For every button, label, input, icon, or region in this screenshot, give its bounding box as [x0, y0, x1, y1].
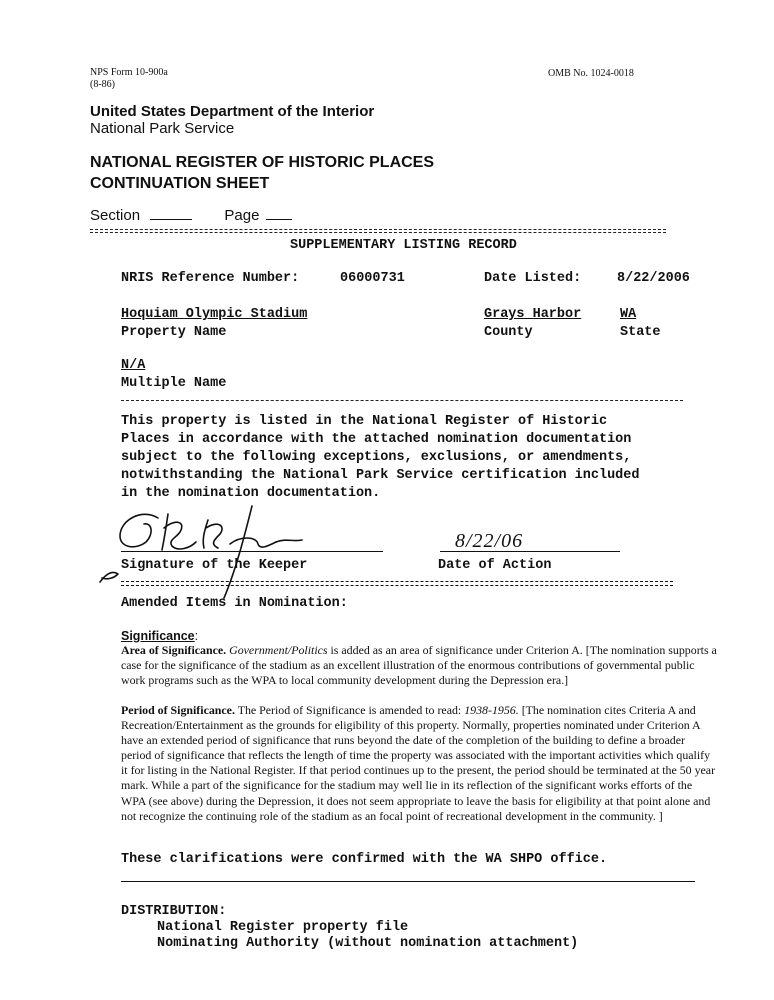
statement-line: Places in accordance with the attached nomination documentation	[121, 432, 632, 447]
state-value: WA	[620, 307, 637, 322]
statement-line: notwithstanding the National Park Service certification included	[121, 468, 640, 483]
clarification-rule	[121, 881, 695, 882]
nris-label: NRIS Reference Number:	[121, 271, 300, 286]
form-number: NPS Form 10-900a	[90, 67, 168, 78]
significance-heading-text: Significance	[121, 629, 195, 643]
area-of-significance	[121, 643, 717, 688]
statement-line: This property is listed in the National Register of Historic	[121, 414, 608, 429]
period-of-significance	[121, 703, 717, 824]
page-blank	[266, 205, 292, 220]
area-text: is added as an area of significance under Criterion A. [The nomination supports a case for the significance of the stadium as an excellent illustration of the enormous contributions of governmental public work programs such as the WPA to local community development during the Depression era.]	[121, 643, 717, 688]
date-listed-value: 8/22/2006	[617, 271, 690, 286]
statement-line: in the nomination documentation.	[121, 486, 381, 501]
property-name-label: Property Name	[121, 325, 227, 340]
period-label: Period of Significance.	[121, 703, 235, 717]
period-italic: 1938-1956.	[464, 703, 519, 717]
signature-label: Signature of the Keeper	[121, 558, 308, 573]
section-field	[90, 205, 292, 224]
multiple-name-value: N/A	[121, 358, 146, 373]
distribution-item: National Register property file	[157, 920, 409, 935]
statement-line: subject to the following exceptions, exclusions, or amendments,	[121, 450, 632, 465]
form-title: NATIONAL REGISTER OF HISTORIC PLACES	[90, 154, 435, 171]
form-subtitle: CONTINUATION SHEET	[90, 175, 270, 192]
area-italic: Government/Politics	[229, 643, 328, 657]
county-value: Grays Harbor	[484, 307, 582, 322]
page-label: Page	[224, 207, 260, 224]
period-text-2: [The nomination cites Criteria A and Recreation/Entertainment as the grounds for eligibility of this property. Normally, properties nominated under Criterion A have an extended period of significance that runs beyond the date of the completion of the building to define a broader period of significance that reflects the length of time the property was associated with the important activities which qualify it for listing in the National Register. If that period continues up to the present, the period should be terminated at the 50 year mark. While a part of the significance for the stadium may well lie in its reflection of the significant works efforts of the WPA (see above) during the Depression, it does not seem appropriate to leave the basis for eligibility at that point alone and not recognize the continuing role of the stadium as an focal point of recreational development in the community. ]	[121, 703, 716, 823]
significance-heading-colon: :	[194, 629, 199, 643]
amended-items-label: Amended Items in Nomination:	[121, 596, 348, 611]
omb-number: OMB No. 1024-0018	[548, 68, 634, 79]
form-date: (8-86)	[90, 79, 115, 90]
signature-line	[121, 551, 383, 552]
area-label: Area of Significance.	[121, 643, 227, 657]
handwritten-date: 8/22/06	[455, 530, 524, 552]
state-label: State	[620, 325, 661, 340]
section-label: Section	[90, 207, 141, 224]
distribution-heading: DISTRIBUTION:	[121, 904, 227, 919]
date-of-action-label: Date of Action	[438, 558, 552, 573]
record-heading: SUPPLEMENTARY LISTING RECORD	[290, 238, 517, 253]
county-label: County	[484, 325, 533, 340]
nris-value: 06000731	[340, 271, 405, 286]
distribution-item: Nominating Authority (without nomination attachment)	[157, 936, 579, 951]
header-divider	[90, 229, 666, 235]
listing-statement	[121, 413, 639, 503]
statement-divider	[121, 400, 683, 401]
agency-name: National Park Service	[90, 120, 235, 137]
clarification-note: These clarifications were confirmed with the WA SHPO office.	[121, 852, 608, 867]
keeper-signature	[80, 500, 400, 610]
amended-divider	[121, 581, 673, 588]
date-of-action-line	[440, 551, 620, 552]
department-name: United States Department of the Interior	[90, 103, 375, 120]
date-listed-label: Date Listed:	[484, 271, 582, 286]
property-name-value: Hoquiam Olympic Stadium	[121, 307, 308, 322]
multiple-name-label: Multiple Name	[121, 376, 227, 391]
period-text-1: The Period of Significance is amended to read:	[234, 703, 465, 717]
section-blank	[150, 205, 192, 220]
significance-heading	[121, 629, 198, 643]
